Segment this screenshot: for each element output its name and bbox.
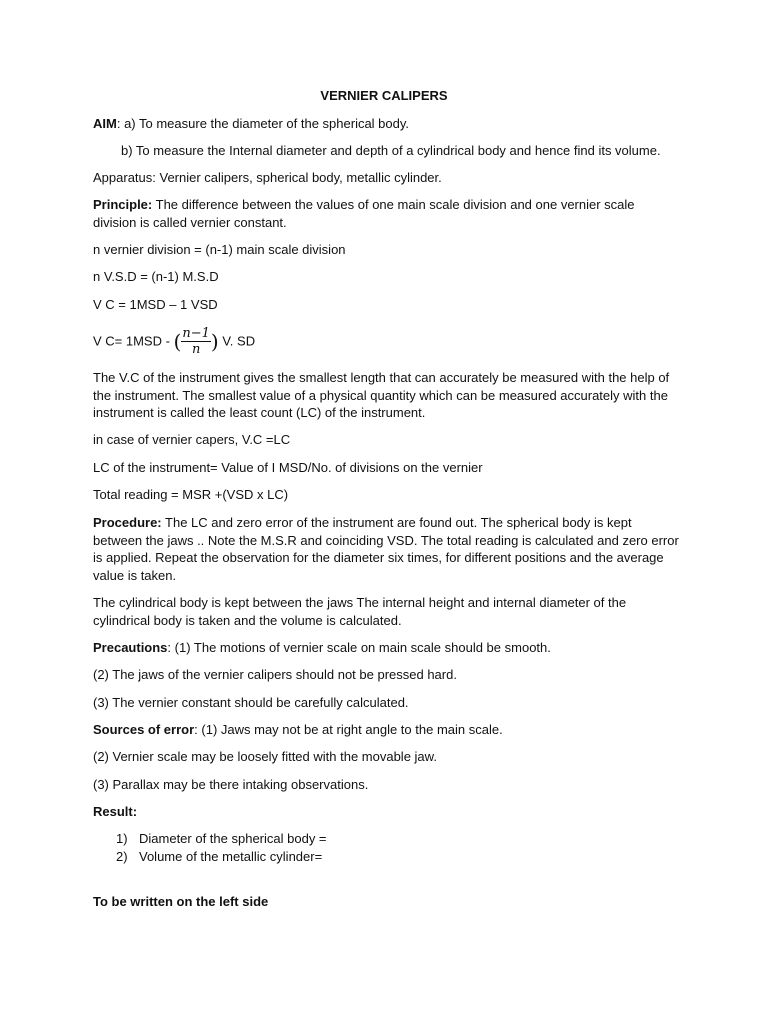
formula-1: n vernier division = (n-1) main scale division bbox=[93, 242, 346, 257]
precaution-3: (3) The vernier constant should be carefully calculated. bbox=[93, 695, 409, 710]
precaution-1: Precautions: (1) The motions of vernier scale on main scale should be smooth. bbox=[93, 640, 551, 655]
lc-line: LC of the instrument= Value of I MSD/No. of divisions on the vernier bbox=[93, 460, 483, 475]
aim-a: AIM: a) To measure the diameter of the spherical body. bbox=[93, 116, 410, 131]
vc-paragraph: The V.C of the instrument gives the smallest length that can accurately be measured with the help of the instrument. The smallest value of a physical quantity which can be measured accurately with the instrument is called the least count (LC) of the instrument. bbox=[93, 370, 670, 420]
source-error-3: (3) Parallax may be there intaking observations. bbox=[93, 777, 369, 792]
procedure: Procedure: The LC and zero error of the instrument are found out. The spherical body is kept between the jaws .. Note the M.S.R and coinciding VSD. The total reading is calculated and zero error is applied. Repeat the observation for the diameter six times, for different positions and the average value is taken. bbox=[93, 515, 679, 583]
page-title: VERNIER CALIPERS bbox=[320, 88, 448, 103]
total-reading: Total reading = MSR +(VSD x LC) bbox=[93, 487, 289, 502]
formula-3: V C = 1MSD – 1 VSD bbox=[93, 297, 218, 312]
formula-4: V C= 1MSD - ( $\frac{n-1}{n}$ ) V. SD bbox=[93, 326, 256, 358]
vc-case: in case of vernier capers, V.C =LC bbox=[93, 432, 291, 447]
footer-note: To be written on the left side bbox=[93, 894, 269, 909]
result-item: 2) Volume of the metallic cylinder= bbox=[116, 849, 323, 864]
fraction: $\frac{n-1}{n}$ bbox=[182, 326, 210, 358]
result-item: 1) Diameter of the spherical body = bbox=[116, 831, 327, 846]
formula-2: n V.S.D = (n-1) M.S.D bbox=[93, 269, 219, 284]
procedure-cylinder: The cylindrical body is kept between the jaws The internal height and internal diameter of the cylindrical body is taken and the volume is calculated. bbox=[93, 595, 627, 628]
aim-b: b) To measure the Internal diameter and depth of a cylindrical body and hence find its volume. bbox=[121, 143, 661, 158]
result-label: Result: bbox=[93, 804, 138, 819]
source-error-1: Sources of error: (1) Jaws may not be at right angle to the main scale. bbox=[93, 722, 503, 737]
apparatus: Apparatus: Vernier calipers, spherical body, metallic cylinder. bbox=[93, 170, 442, 185]
precaution-2: (2) The jaws of the vernier calipers should not be pressed hard. bbox=[93, 667, 457, 682]
principle: Principle: The difference between the values of one main scale division and one vernier scale division is called vernier constant. bbox=[93, 197, 635, 230]
source-error-2: (2) Vernier scale may be loosely fitted with the movable jaw. bbox=[93, 749, 437, 764]
